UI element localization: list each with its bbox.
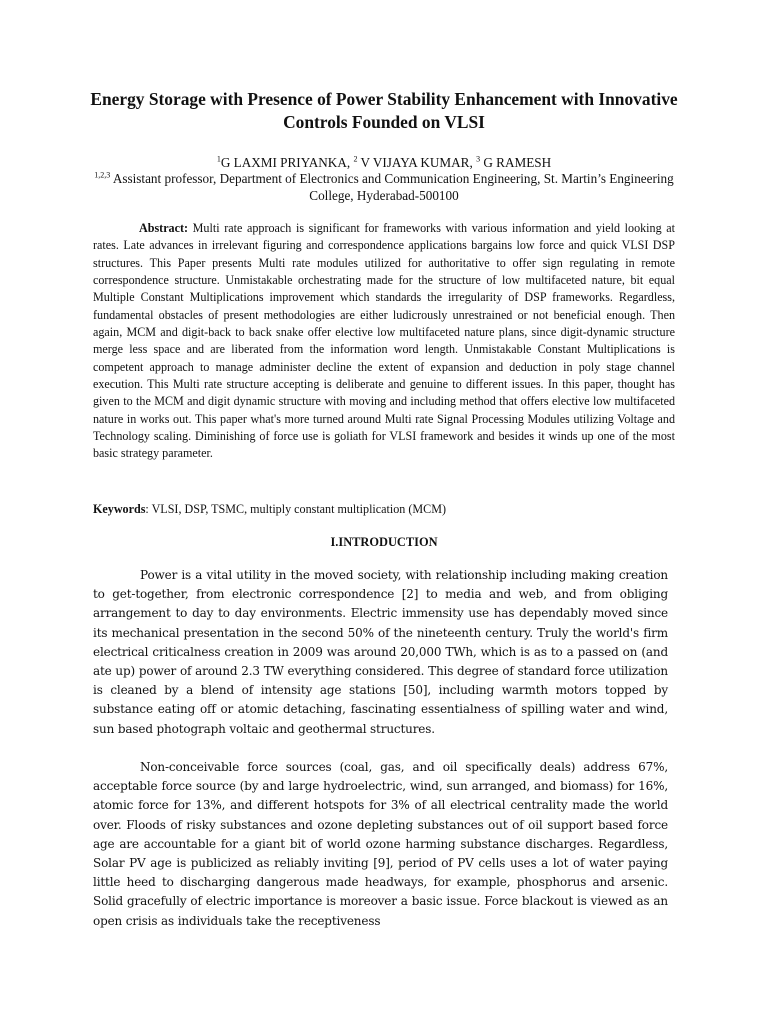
affiliation-text: Assistant professor, Department of Electronics and Communication Engineering, St. Martin’s Engineering College, Hyderabad-500100 xyxy=(110,171,674,203)
abstract-text: Multi rate approach is significant for frameworks with various information and yield looking at rates. Late advances in irrelevant figuring and correspondence applications bargains low force and quick VLSI DSP structures. This Paper presents Multi rate modules utilized for authoritative to offer sign regulating in remote correspondence structure. Unmistakable orchestrating made for the structure of low multifaceted nature, bit equal Multiple Constant Multiplications improvement which standards the irregularity of DSP frameworks. Regardless, fundamental obstacles of present methodologies are either ludicrously unrestrained or not beneficial enough. Then again, MCM and digit-back to back snake offer elective low multifaceted nature plans, since digit-dynamic structure merge less space and are liberated from the information word length. Unmistakable Constant Multiplications is competent approach to manage administer decline the extent of expansion and deduction in poly stage channel execution. This Multi rate structure accepting is deliberate and genuine to different issues. In this paper, thought has given to the MCM and digit dynamic structure with moving and including method that offers elective low multifaceted nature in works out. This paper what's more turned around Multi rate Signal Processing Modules utilizing Voltage and Technology scaling. Diminishing of force use is goliath for VLSI framework and besides it winds up one of the most basic strategy parameter. xyxy=(93,221,675,461)
author-3-name: G RAMESH xyxy=(480,155,552,170)
keywords-text: : VLSI, DSP, TSMC, multiply constant multiplication (MCM) xyxy=(145,502,446,516)
author-affiliation xyxy=(90,170,678,204)
paper-title: Energy Storage with Presence of Power Stability Enhancement with Innovative Controls Founded on VLSI xyxy=(90,89,678,132)
author-2-name: V VIJAYA KUMAR, xyxy=(357,155,477,170)
introduction-heading: I.INTRODUCTION xyxy=(330,535,438,549)
abstract-paragraph xyxy=(93,220,675,463)
author-1-index: 1 xyxy=(216,154,221,164)
author-3-index: 3 xyxy=(476,154,481,164)
keywords-label: Keywords xyxy=(93,502,146,516)
author-1-name: G LAXMI PRIYANKA, xyxy=(220,155,354,170)
introduction-paragraph-2: Non-conceivable force sources (coal, gas, and oil specifically deals) address 67%, acceptable force source (by and large hydroelectric, wind, sun arranged, and biomass) for 16%, atomic force for 13%, and different hotspots for 3% of all electrical centrality made the world over. Floods of risky substances and ozone depleting substances out of oil support based force age are accountable for a giant bit of world ozone harming substance discharges. Regardless, Solar PV age is publicized as reliably inviting [9], period of PV cells uses a lot of water paying little heed to discharging dangerous made headways, for example, phosphorus and arsenic. Solid gracefully of electric importance is moreover a basic issue. Force blackout is viewed as an open crisis as individuals take the receptiveness xyxy=(93,760,668,928)
affiliation-index: 1,2,3 xyxy=(94,170,111,180)
author-2-index: 2 xyxy=(353,154,358,164)
introduction-paragraph-1: Power is a vital utility in the moved society, with relationship including making creation to get-together, from electronic correspondence [2] to media and web, and from obliging arrangement to day to day environments. Electric immensity use has dependably moved since its mechanical presentation in the second 50% of the nineteenth century. Truly the world's firm electrical criticalness creation in 2009 was around 20,000 TWh, which is as to a passed on (and ate up) power of around 2.3 TW everything considered. This degree of standard force utilization is cleaned by a blend of intensity age stations [50], including warmth motors topped by substance eating off or atomic detaching, fascinating essentialness of spilling water and wind, sun based photograph voltaic and geothermal structures. xyxy=(93,568,668,736)
keywords-line xyxy=(93,501,675,518)
author-line xyxy=(60,154,708,171)
abstract-label: Abstract: xyxy=(139,221,189,235)
